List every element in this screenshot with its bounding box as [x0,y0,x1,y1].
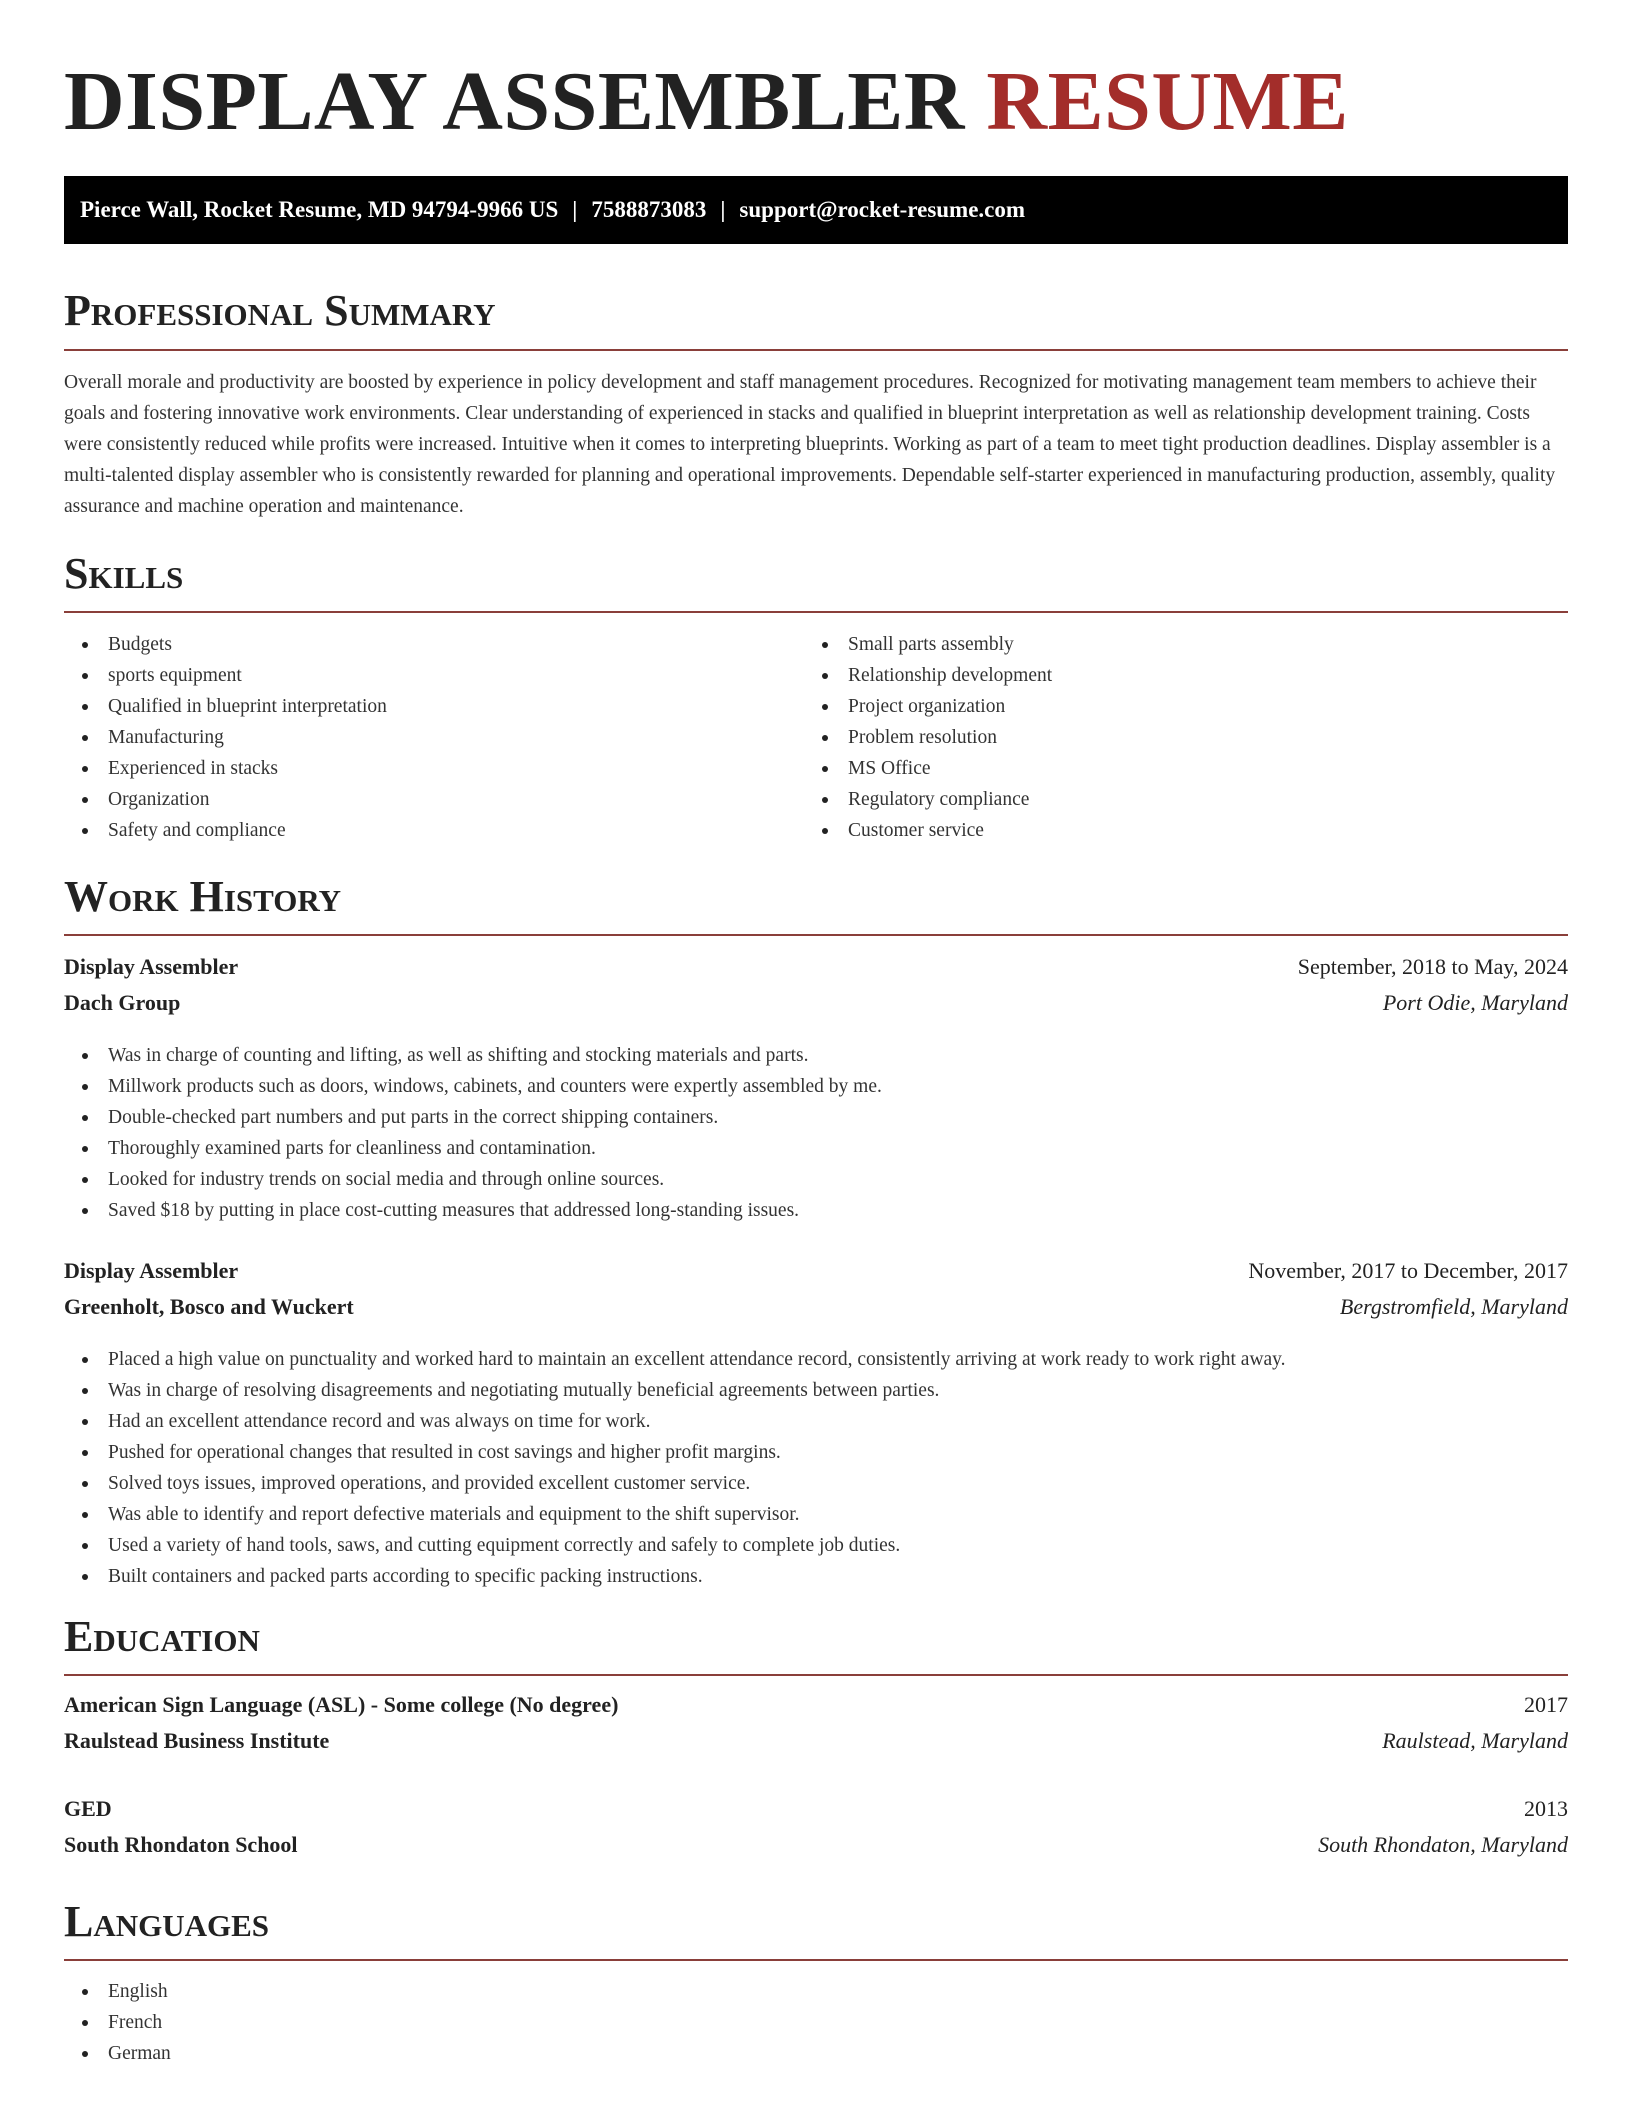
job-duty: Placed a high value on punctuality and worked hard to maintain an excellent attendance record, consistently arriving at work ready to work right away. [64,1344,1568,1375]
summary-text: Overall morale and productivity are boosted by experience in policy development and staff management procedures. Recognized for motivating management team members to achieve their goals and fostering innovative work environments. Clear understanding of experienced in stacks and qualified in blueprint interpretation as well as relationship development training. Costs were consistently reduced while profits were increased. Intuitive when it comes to interpreting blueprints. Working as part of a team to meet tight production deadlines. Display assembler is a multi-talented display assembler who is consistently rewarded for planning and operational improvements. Dependable self-starter experienced in manufacturing production, assembly, quality assurance and machine operation and maintenance. [64,372,1556,517]
skill-item: Safety and compliance [64,815,804,846]
job-company: Greenholt, Bosco and Wuckert [64,1294,354,1319]
languages-list [64,1976,1568,2069]
title-main: DISPLAY ASSEMBLER [64,55,965,148]
job-duty: Pushed for operational changes that resulted in cost savings and higher profit margins. [64,1437,1568,1468]
skill-item: Manufacturing [64,722,804,753]
skill-item: sports equipment [64,660,804,691]
job-duty: Solved toys issues, improved operations, and provided excellent customer service. [64,1468,1568,1499]
skill-item: Organization [64,784,804,815]
job-duty: Saved $18 by putting in place cost-cutting measures that addressed long-standing issues. [64,1195,1568,1226]
education-school: South Rhondaton School [64,1832,298,1857]
skill-item: MS Office [804,753,1544,784]
language-item: French [64,2007,1568,2038]
contact-separator: | [720,197,726,222]
job-duty: Double-checked part numbers and put parts in the correct shipping containers. [64,1102,1568,1133]
summary-body [64,367,1568,522]
job-location: Bergstromfield, Maryland [1339,1294,1568,1319]
languages-rule [64,1959,1568,1961]
education-year: 2013 [1524,1796,1568,1821]
work-section [64,872,1568,922]
resume-title [64,0,1568,152]
title-accent: RESUME [986,55,1349,148]
job-dates: September, 2018 to May, 2024 [1297,954,1568,979]
job-bullets [64,1040,1568,1226]
section-heading-work: Work History [64,872,342,921]
job-bullets [64,1344,1568,1592]
skill-item: Regulatory compliance [804,784,1544,815]
contact-email: support@rocket-resume.com [739,197,1026,222]
language-item: German [64,2038,1568,2069]
job-duty: Had an excellent attendance record and was always on time for work. [64,1406,1568,1437]
job-duty: Built containers and packed parts according to specific packing instructions. [64,1561,1568,1592]
education-degree: GED [64,1796,112,1821]
languages-section [64,1897,1568,1947]
skill-item: Problem resolution [804,722,1544,753]
summary-rule [64,349,1568,351]
contact-bar [64,176,1568,244]
summary-section [64,286,1568,336]
job-duty: Was able to identify and report defective materials and equipment to the shift supervisor. [64,1499,1568,1530]
education-location: South Rhondaton, Maryland [1318,1832,1568,1857]
skill-item: Experienced in stacks [64,753,804,784]
contact-address: Pierce Wall, Rocket Resume, MD 94794-9966 US [80,197,559,222]
education-rule [64,1674,1568,1676]
work-rule [64,934,1568,936]
skill-item: Project organization [804,691,1544,722]
skill-item: Customer service [804,815,1544,846]
job-dates: November, 2017 to December, 2017 [1248,1258,1568,1283]
education-section [64,1612,1568,1662]
skill-item: Relationship development [804,660,1544,691]
skills-section [64,549,1568,599]
education-entry [64,1796,1568,1868]
job-company: Dach Group [64,990,181,1015]
language-item: English [64,1976,1568,2007]
job-duty: Thoroughly examined parts for cleanliness and contamination. [64,1133,1568,1164]
job-location: Port Odie, Maryland [1382,990,1568,1015]
job-duty: Millwork products such as doors, windows, cabinets, and counters were expertly assembled by me. [64,1071,1568,1102]
job-duty: Was in charge of resolving disagreements and negotiating mutually beneficial agreements between parties. [64,1375,1568,1406]
section-heading-skills: Skills [64,549,184,598]
skill-item: Qualified in blueprint interpretation [64,691,804,722]
skill-item: Small parts assembly [804,629,1544,660]
contact-separator: | [572,197,578,222]
section-heading-education: Education [64,1612,260,1661]
contact-phone: 7588873083 [591,197,707,222]
section-heading-summary: Professional Summary [64,286,496,335]
job-entry [64,954,1568,1026]
skills-rule [64,611,1568,613]
education-location: Raulstead, Maryland [1382,1728,1568,1753]
education-school: Raulstead Business Institute [64,1728,330,1753]
education-entry [64,1692,1568,1764]
job-duty: Looked for industry trends on social media and through online sources. [64,1164,1568,1195]
education-year: 2017 [1524,1692,1568,1717]
job-duty: Was in charge of counting and lifting, as well as shifting and stocking materials and parts. [64,1040,1568,1071]
job-title: Display Assembler [64,954,239,979]
job-entry [64,1258,1568,1330]
skill-item: Budgets [64,629,804,660]
skills-list [64,629,1568,846]
section-heading-languages: Languages [64,1897,270,1946]
job-duty: Used a variety of hand tools, saws, and cutting equipment correctly and safely to complete job duties. [64,1530,1568,1561]
skills-column-right [804,629,1544,846]
education-degree: American Sign Language (ASL) - Some college (No degree) [64,1692,619,1717]
job-title: Display Assembler [64,1258,239,1283]
skills-column-left [64,629,804,846]
